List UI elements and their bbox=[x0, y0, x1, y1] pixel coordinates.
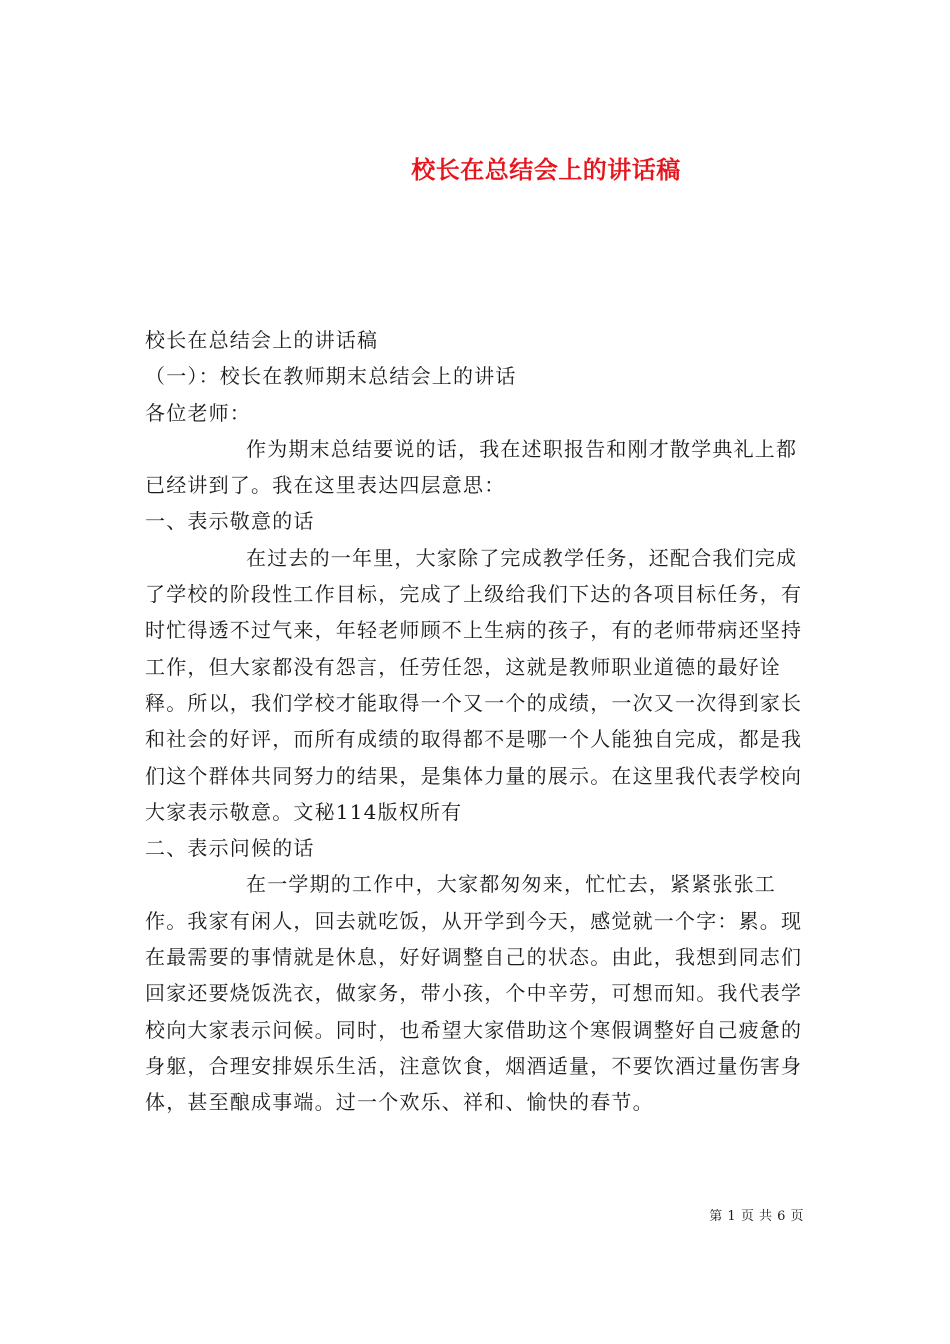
document-body bbox=[145, 322, 807, 1121]
document-title: 校长在总结会上的讲话稿 bbox=[411, 156, 681, 185]
section-heading: （一）：校长在教师期末总结会上的讲话 bbox=[145, 364, 517, 389]
document-subtitle: 校长在总结会上的讲话稿 bbox=[145, 328, 379, 352]
page-number: 第 1 页 共 6 页 bbox=[709, 1209, 804, 1224]
paragraph-intro: 作为期末总结要说的话，我在述职报告和刚才散学典礼上都已经讲到了。我在这里表达四层意思： bbox=[145, 436, 798, 498]
salutation: 各位老师： bbox=[145, 400, 251, 425]
paragraph-greetings: 在一学期的工作中，大家都匆匆来，忙忙去，紧紧张张工作。我家有闲人，回去就吃饭，从开学到今天，感觉就一个字：累。现在最需要的事情就是休息，好好调整自己的状态。由此，我想到同志们回家还要烧饭洗衣，做家务，带小孩，个中辛劳，可想而知。我代表学校向大家表示问候。同时，也希望大家借助这个寒假调整好自己疲惫的身躯，合理安排娱乐生活，注意饮食，烟酒适量，不要饮酒过量伤害身体，甚至酿成事端。过一个欢乐、祥和、愉快的春节。 bbox=[145, 872, 803, 1115]
paragraph-respect: 在过去的一年里，大家除了完成教学任务，还配合我们完成了学校的阶段性工作目标，完成了上级给我们下达的各项目标任务，有时忙得透不过气来，年轻老师顾不上生病的孩子，有的老师带病还坚持工作，但大家都没有怨言，任劳任怨，这就是教师职业道德的最好诠释。所以，我们学校才能取得一个又一个的成绩，一次又一次得到家长和社会的好评，而所有成绩的取得都不是哪一个人能独自完成，都是我们这个群体共同努力的结果，是集体力量的展示。在这里我代表学校向大家表示敬意。文秘114版权所有 bbox=[145, 545, 803, 824]
heading-greetings: 二、表示问候的话 bbox=[145, 836, 315, 861]
heading-respect: 一、表示敬意的话 bbox=[145, 509, 315, 534]
